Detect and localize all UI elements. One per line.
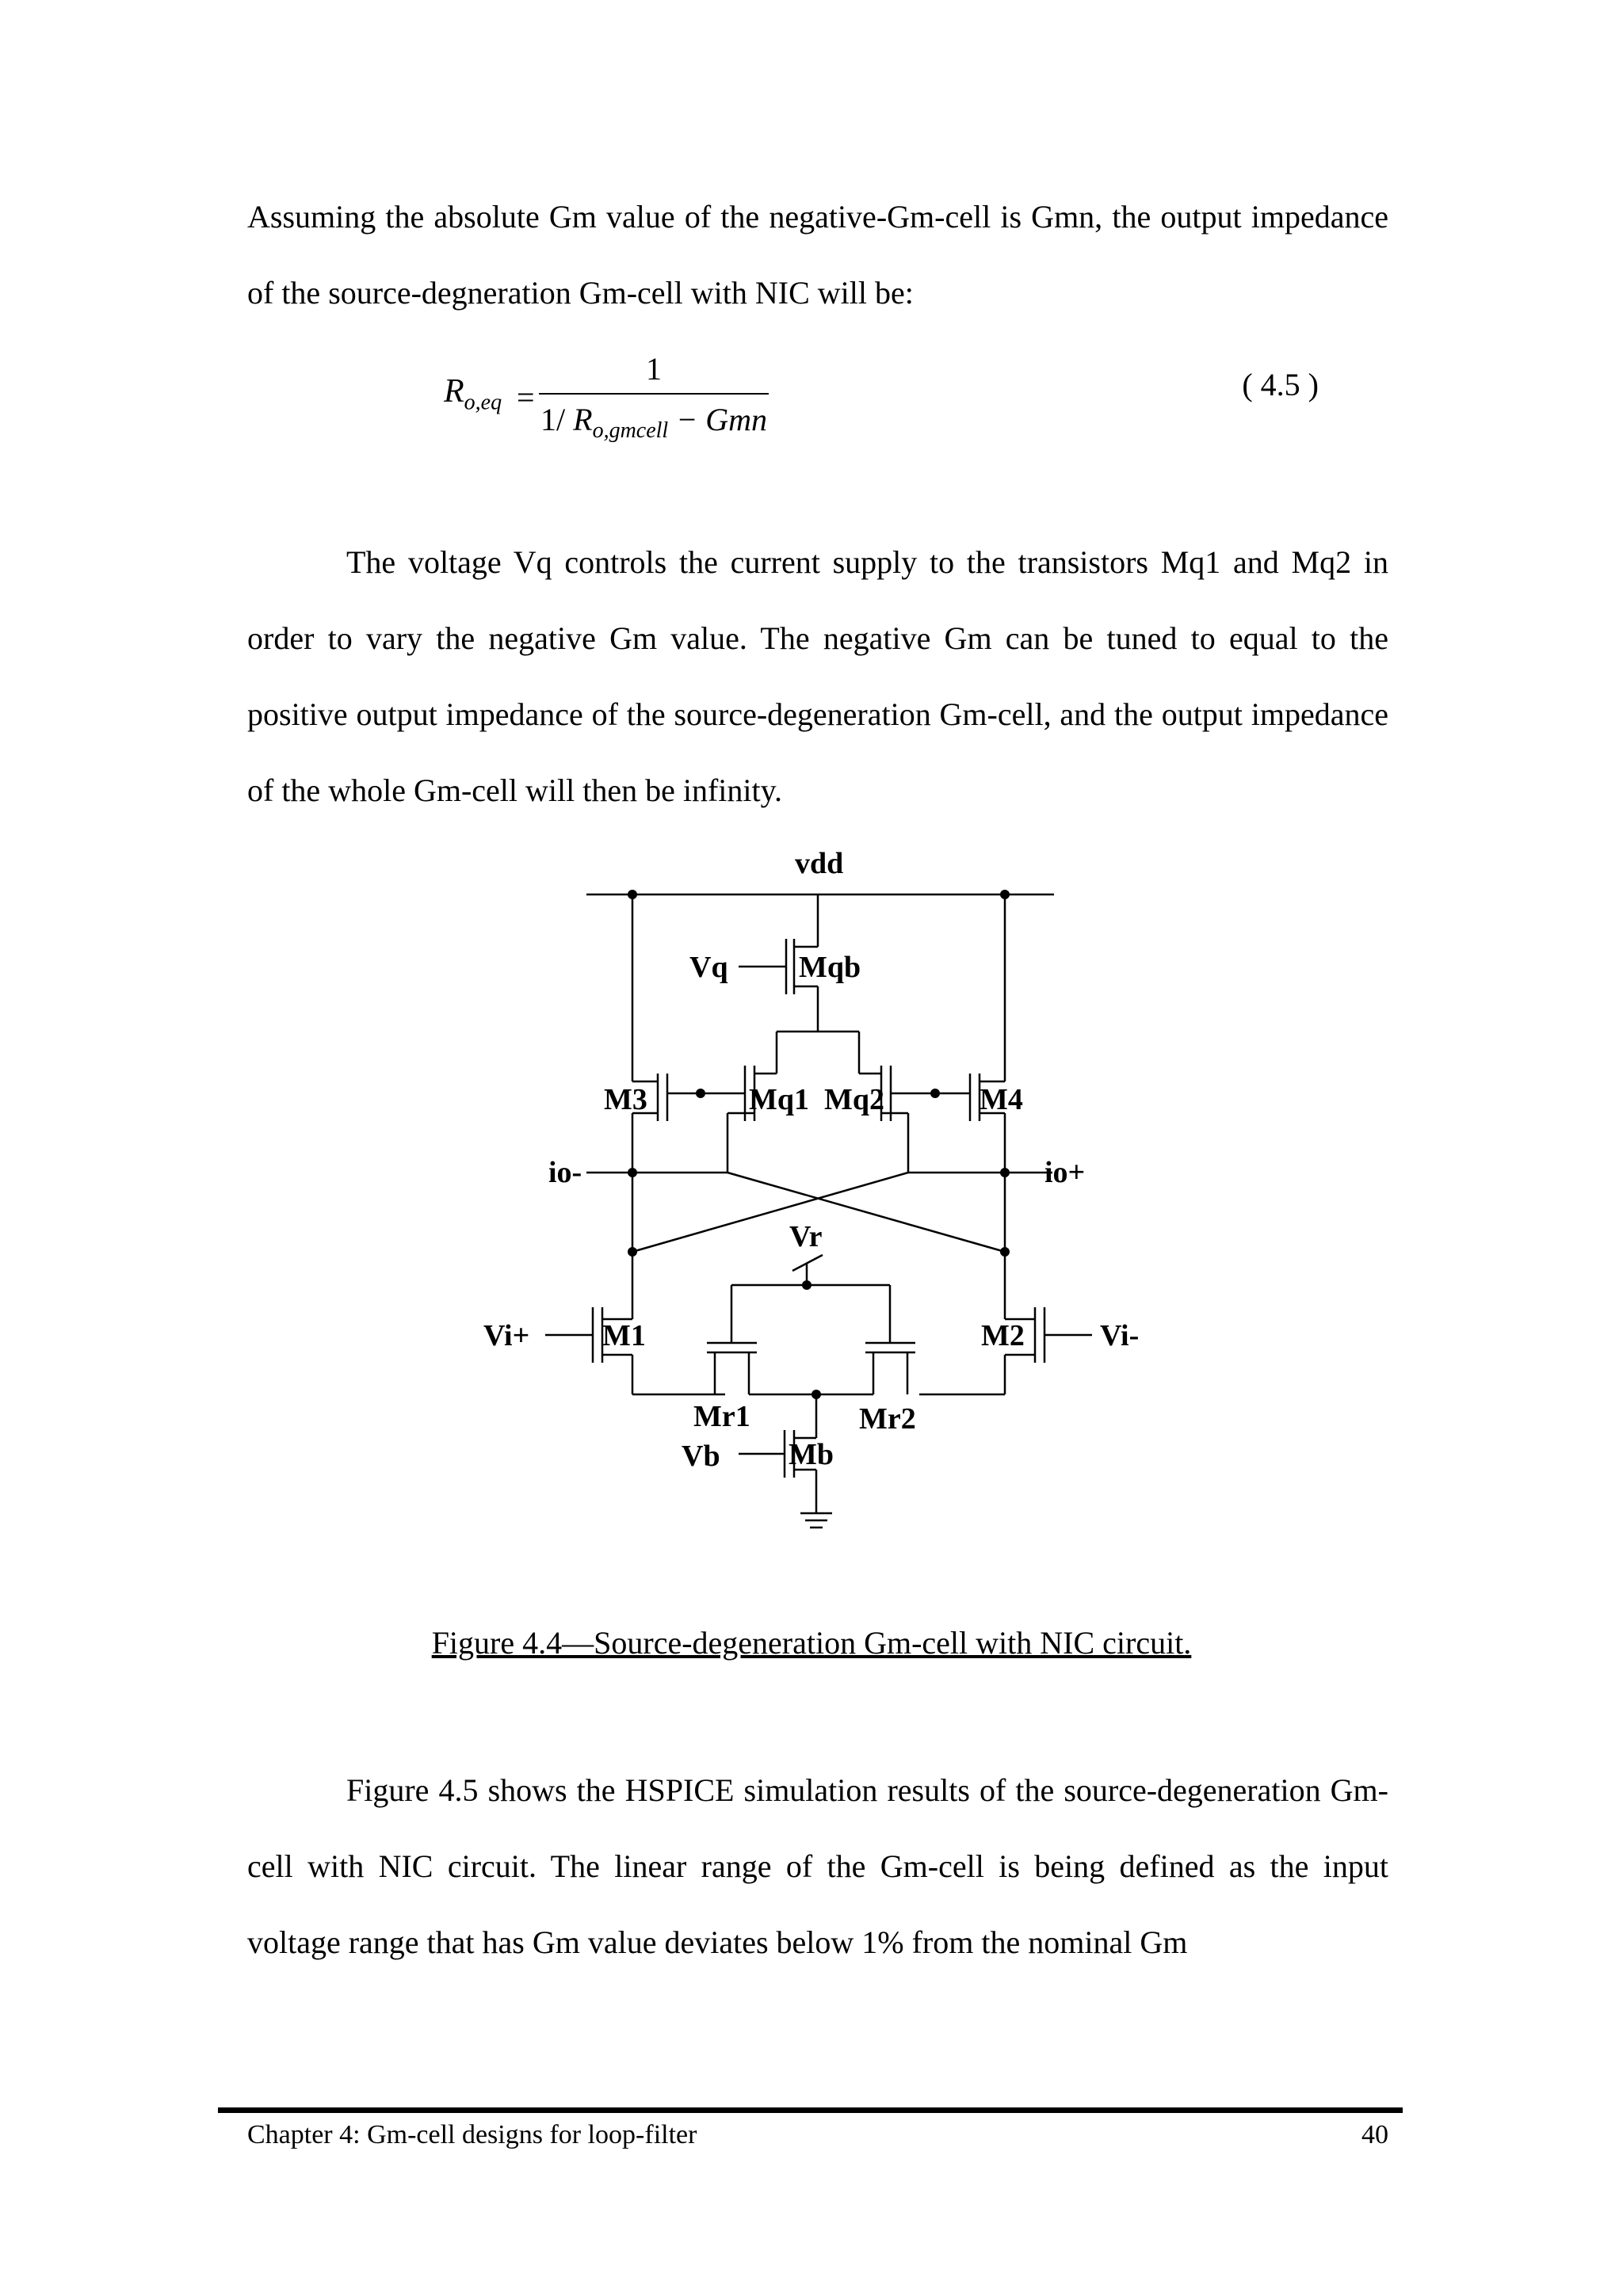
page-number: 40 (1361, 2120, 1388, 2149)
paragraph-1: Assuming the absolute Gm value of the negative-Gm-cell is Gmn, the output impedance of the source-degneration Gm-cell with NIC will be: (247, 199, 1388, 311)
label-vb: Vb (682, 1440, 720, 1473)
label-mb: Mb (789, 1438, 834, 1471)
label-io-plus: io+ (1044, 1156, 1086, 1189)
label-vi-plus: Vi+ (483, 1319, 530, 1352)
figure-caption: Figure 4.4—Source-degeneration Gm-cell with NIC circuit. (431, 1625, 1192, 1661)
label-mq1: Mq1 (749, 1083, 809, 1116)
label-mr1: Mr1 (693, 1400, 750, 1433)
paragraph-3: Figure 4.5 shows the HSPICE simulation results of the source-degeneration Gm-cell with NIC circuit. The linear range of the Gm-cell is being defined as the input voltage range that has Gm value deviates below 1% from the nominal Gm (247, 1772, 1388, 1960)
equation-4-5 (444, 349, 1411, 444)
label-m1: M1 (602, 1319, 646, 1352)
equation-number: ( 4.5 ) (1242, 367, 1319, 402)
equation-denominator: 1/ $R_{o,gmcell}$ − Gmn (540, 402, 767, 443)
label-mr2: Mr2 (859, 1402, 916, 1436)
label-m4: M4 (980, 1083, 1023, 1116)
equals-sign: = (517, 379, 535, 415)
label-vq: Vq (689, 951, 728, 984)
label-mq2: Mq2 (824, 1083, 884, 1116)
label-io-minus: io- (548, 1156, 582, 1189)
circuit-schematic (444, 847, 1140, 1577)
fraction-bar (539, 393, 769, 395)
label-vi-minus: Vi- (1100, 1319, 1140, 1352)
paragraph-2: The voltage Vq controls the current supply to the transistors Mq1 and Mq2 in order to vary the negative Gm value. The negative Gm can be tuned to equal to the positive output impedance of the source-degeneration Gm-cell, and the output impedance of the whole Gm-cell will then be infinity. (247, 544, 1388, 808)
equation-numerator: 1 (646, 351, 662, 387)
label-mqb: Mqb (799, 951, 861, 984)
equation-fraction (539, 349, 769, 452)
label-vr: Vr (789, 1220, 823, 1253)
label-m3: M3 (604, 1083, 647, 1116)
footer-rule (218, 2107, 1403, 2113)
label-m2: M2 (981, 1319, 1025, 1352)
footer-chapter: Chapter 4: Gm-cell designs for loop-filter (247, 2120, 697, 2149)
label-vdd: vdd (795, 847, 844, 880)
equation-lhs: $R_{o,eq}$ (444, 373, 502, 415)
